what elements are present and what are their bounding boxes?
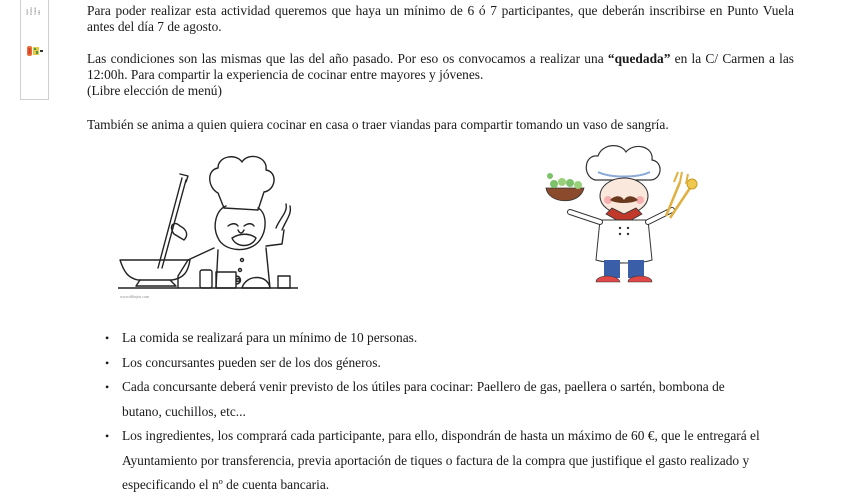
bullet-icon: • xyxy=(105,331,110,345)
list-item-text: La comida se realizará para un mínimo de 10 personas. xyxy=(122,330,418,345)
paragraph-text: en la C/ Carmen a las 12:00h. Para compartir la experiencia de cocinar entre mayores y jóvenes. xyxy=(87,51,795,82)
paragraph-menu-note: (Libre elección de menú) xyxy=(87,83,222,98)
sidebar-text-line: Punto xyxy=(29,7,33,15)
paragraph-inscription: Para poder realizar esta actividad queremos que haya un mínimo de 6 ó 7 participantes, que deberán inscribirse en Punto Vuela antes del día 7 de agosto. xyxy=(87,3,794,34)
list-item-text: Cada concursante deberá venir previsto de los útiles para cocinar: Paellero de gas, paellera o sartén, bombona de butano, cuchillos, etc... xyxy=(122,379,725,419)
list-item-text: Los concursantes pueden ser de los dos géneros. xyxy=(122,354,381,370)
bold-quedada: “quedada” xyxy=(607,51,671,66)
paragraph-text: Las condiciones son las mismas que las del año pasado. Por eso os convocamos a realizar una xyxy=(87,51,608,66)
bullet-icon: • xyxy=(105,380,110,394)
bullet-icon: • xyxy=(105,355,110,370)
paragraph-conditions xyxy=(87,51,794,99)
list-item-text: Los ingredientes, los comprará cada participante, para ello, dispondrán de hasta un máximo de 60 €, que le entregará el Ayuntamiento por transferencia, previa aportación de tiques o factura de la compra que justifique el gasto realizado y especificando el nº de cuenta bancaria. xyxy=(122,428,760,492)
list-item xyxy=(87,375,767,424)
sidebar-frame xyxy=(20,0,49,100)
bullet-icon: • xyxy=(105,429,110,443)
list-item xyxy=(87,351,767,376)
sidebar-tiny-text xyxy=(26,1,41,15)
sidebar-text-line: Info xyxy=(37,9,41,15)
svg-text:www.dibujos.com: www.dibujos.com xyxy=(120,294,150,299)
chef-stirring-pot-image xyxy=(118,148,298,303)
municipal-logo-icon xyxy=(26,45,46,57)
paragraph-sangria: También se anima a quien quiera cocinar en casa o traer viandas para compartir tomando un vaso de sangría. xyxy=(87,117,669,132)
rules-list xyxy=(87,326,767,498)
chef-with-salad-bowl-image xyxy=(540,142,700,292)
sidebar-text-line: Vuela xyxy=(33,7,37,15)
sidebar-text-line: Ayto. xyxy=(25,8,29,15)
list-item xyxy=(87,326,767,351)
list-item xyxy=(87,424,767,498)
